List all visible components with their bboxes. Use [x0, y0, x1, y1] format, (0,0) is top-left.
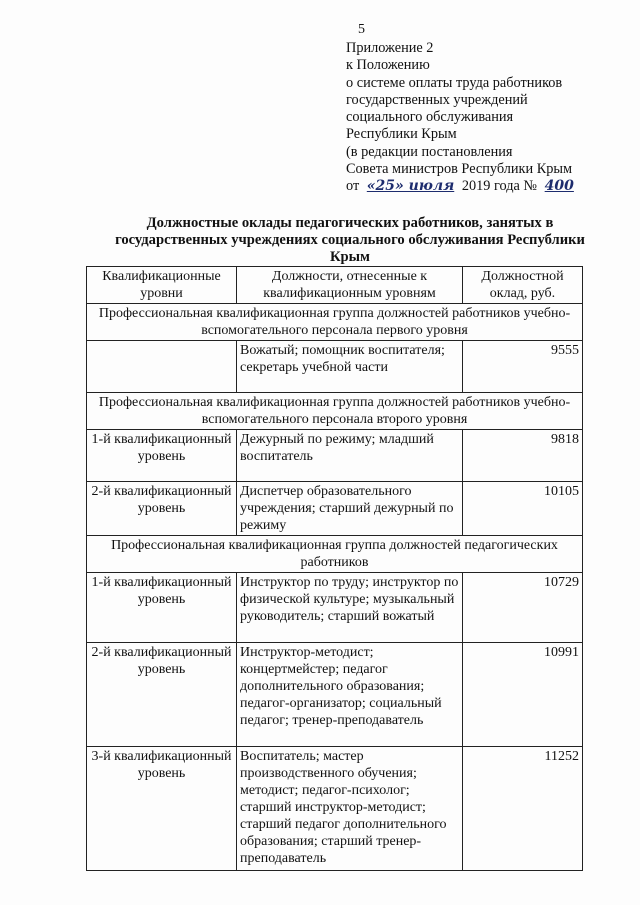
salary-cell: 10729: [463, 573, 583, 643]
appendix-line: Республики Крым: [346, 126, 457, 143]
header-salary: Должностной оклад, руб.: [463, 267, 583, 304]
group-title: Профессиональная квалификационная группа должностей педагогических работников: [87, 536, 583, 573]
appendix-line: о системе оплаты труда работников: [346, 74, 563, 91]
positions-cell: Диспетчер образовательного учреждения; старший дежурный по режиму: [237, 482, 463, 536]
appendix-line: государственных учреждений: [346, 91, 528, 108]
positions-cell: Инструктор-методист; концертмейстер; педагог дополнительного образования; педагог-организатор; социальный педагог; тренер-преподаватель: [237, 643, 463, 747]
salary-cell: 10105: [463, 482, 583, 536]
salary-cell: 9555: [463, 341, 583, 393]
table-row: [87, 573, 583, 643]
table-header-row: [87, 267, 583, 304]
page-number: 5: [358, 22, 365, 37]
header-levels: Квалификационные уровни: [87, 267, 237, 304]
table-row: [87, 341, 583, 393]
level-cell: 2-й квалификационный уровень: [87, 482, 237, 536]
appendix-block: [346, 40, 636, 196]
positions-cell: Вожатый; помощник воспитателя; секретарь учебной части: [237, 341, 463, 393]
date-line: [346, 178, 636, 195]
table-row: [87, 482, 583, 536]
appendix-line: (в редакции постановления: [346, 143, 513, 160]
salary-cell: 9818: [463, 430, 583, 482]
appendix-line: Совета министров Республики Крым: [346, 161, 573, 178]
positions-cell: Дежурный по режиму; младший воспитатель: [237, 430, 463, 482]
group-row: [87, 393, 583, 430]
document-title: Должностные оклады педагогических работников, занятых в государственных учреждениях социального обслуживания Республики Крым: [115, 215, 585, 265]
handwritten-date: «25» июля: [366, 178, 455, 195]
salary-table: [86, 266, 583, 871]
group-row: [87, 304, 583, 341]
positions-cell: Инструктор по труду; инструктор по физической культуре; музыкальный руководитель; старший вожатый: [237, 573, 463, 643]
header-positions: Должности, отнесенные к квалификационным уровням: [237, 267, 463, 304]
handwritten-number: 400: [544, 178, 574, 195]
salary-cell: 10991: [463, 643, 583, 747]
date-prefix: от: [346, 178, 360, 195]
appendix-line: социального обслуживания: [346, 109, 514, 126]
table-row: [87, 643, 583, 747]
table-row: [87, 747, 583, 871]
date-year: 2019 года №: [461, 178, 538, 195]
appendix-line: Приложение 2: [346, 40, 434, 56]
level-cell: 1-й квалификационный уровень: [87, 430, 237, 482]
group-title: Профессиональная квалификационная группа должностей работников учебно-вспомогательного персонала второго уровня: [87, 393, 583, 430]
group-row: [87, 536, 583, 573]
appendix-line: к Положению: [346, 57, 430, 74]
table-row: [87, 430, 583, 482]
level-cell: 2-й квалификационный уровень: [87, 643, 237, 747]
group-title: Профессиональная квалификационная группа должностей работников учебно-вспомогательного персонала первого уровня: [87, 304, 583, 341]
level-cell: [87, 341, 237, 393]
salary-cell: 11252: [463, 747, 583, 871]
positions-cell: Воспитатель; мастер производственного обучения; методист; педагог-психолог; старший инструктор-методист; старший педагог дополнительного образования; старший тренер-преподаватель: [237, 747, 463, 871]
level-cell: 3-й квалификационный уровень: [87, 747, 237, 871]
level-cell: 1-й квалификационный уровень: [87, 573, 237, 643]
